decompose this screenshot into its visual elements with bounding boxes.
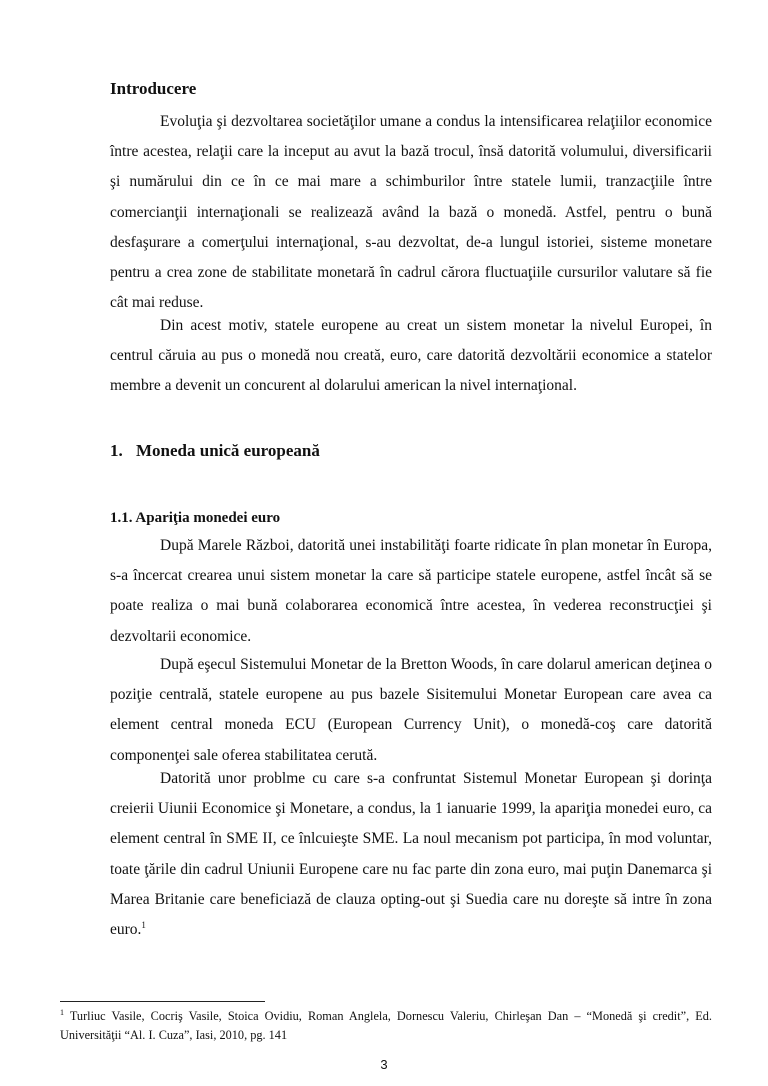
footnote (60, 1007, 712, 1045)
section-paragraph-3: Datorită unor problme cu care s-a confruntat Sistemul Monetar European şi dorinţa creierii Uiunii Economice şi Monetare, a condus, la 1 ianuarie 1999, la apariţia monedei euro, ca element central în SME II, ce înlcuieşte SME. La noul mecanism pot participa, în mod voluntar, toate ţările din cadrul Uniunii Europene care nu fac parte din zona euro, mai puţin Danemarca şi Marea Britanie care beneficiază de clauza opting-out şi Suedia care nu doreşte să intre în zona euro.$^1$ (110, 770, 712, 939)
intro-paragraph-1: Evoluţia şi dezvoltarea societăţilor umane a condus la intensificarea relaţiilor economice între acestea, relaţii care la inceput au avut la bază trocul, însă datorită volumului, diversificarii şi numărului din ce în ce mai mare a schimburilor între statele lumii, tranzacţiile între comercianţii internaţionali se realizează având la bază o monedă. Astfel, pentru o bună desfaşurare a comerţului internaţional, s-au dezvoltat, de-a lungul istoriei, sisteme monetare pentru a crea zone de stabilitate monetară în cadrul cărora fluctuaţiile cursurilor valutare să fie cât mai reduse. (110, 113, 712, 312)
section-paragraph-1: După Marele Război, datorită unei instabilităţi foarte ridicate în plan monetar în Europa, s-a încercat crearea unui sistem monetar la care să participe statele europene, astfel încât să se poate realiza o mai bună colaborarea economică între acestea, în vederea reconstrucţiei şi dezvoltarii economice. (110, 537, 712, 645)
footnote-marker: 1 (60, 1007, 64, 1017)
footnote-divider (60, 1001, 265, 1002)
intro-paragraph-2: Din acest motiv, statele europene au creat un sistem monetar la nivelul Europei, în centrul căruia au pus o monedă nou creată, euro, care datorită dezvoltării economice a statelor membre a devenit un concurent al dolarului american la nivel internaţional. (110, 317, 712, 395)
section-heading: 1.1. Apariţia monedei euro (110, 510, 281, 526)
footnote-text: Turliuc Vasile, Cocriş Vasile, Stoica Ovidiu, Roman Anglela, Dornescu Valeriu, Chirleşan Dan – “Monedă şi credit”, Ed. Universităţii “Al. I. Cuza”, Iasi, 2010, pg. 141 (60, 1009, 712, 1042)
section-paragraph-2: După eşecul Sistemului Monetar de la Bretton Woods, în care dolarul american deţinea o poziţie centrală, statele europene au pus bazele Sisitemului Monetar European care avea ca element central moneda ECU (European Currency Unit), o monedă-coş care datorită componenţei sale oferea stabilitatea cerută. (110, 656, 712, 764)
section-paragraph-3-text: Datorită unor problme cu care s-a confruntat Sistemul Monetar European şi dorinţa creierii Uiunii Economice şi Monetare, a condus, la 1 ianuarie 1999, la apariţia monedei euro, ca element central în SME II, ce înlcuieşte SME. La noul mecanism pot participa, în mod voluntar, toate ţările din cadrul Uniunii Europene care nu fac parte din zona euro, mai puţin Danemarca şi Marea Britanie care beneficiază de clauza opting-out şi Suedia care nu doreşte să intre în zona euro (110, 770, 712, 939)
chapter-number: 1. (110, 441, 123, 460)
chapter-heading (110, 441, 712, 461)
page-number: 3 (380, 1057, 388, 1072)
intro-heading: Introducere (110, 79, 197, 98)
chapter-title: Moneda unică europeană (136, 441, 320, 460)
footnote-reference[interactable]: 1 (141, 919, 146, 930)
